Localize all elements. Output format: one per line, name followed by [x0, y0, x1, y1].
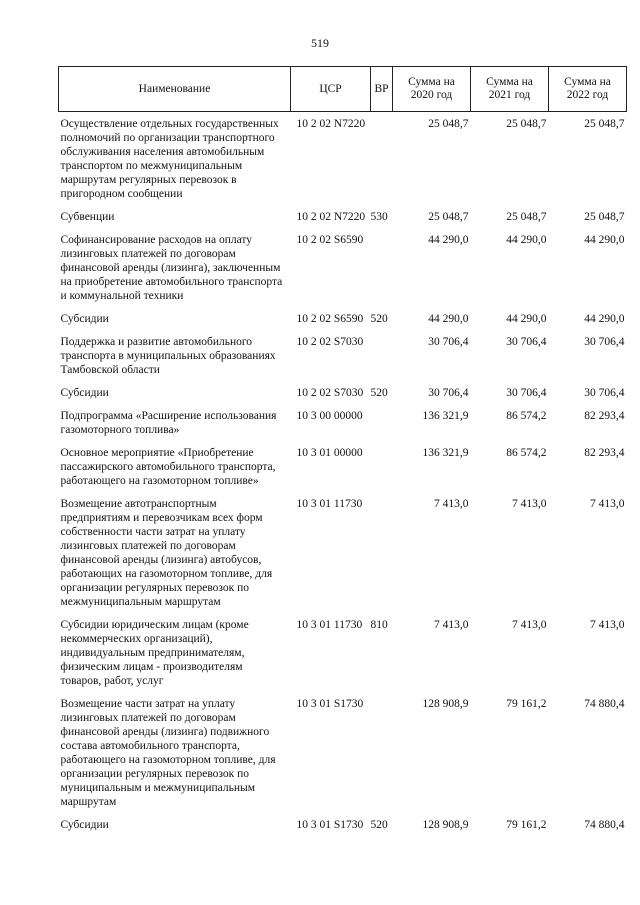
cell-vr: [371, 404, 393, 441]
cell-vr: [371, 692, 393, 813]
cell-2021: 79 161,2: [506, 819, 547, 831]
cell-2022: 74 880,4: [584, 698, 625, 710]
cell-name: Возмещение части затрат на уплату лизинговых платежей по договорам финансовой аренды (лизинга) подвижного состава автомобильного транспорта, работающего на газомоторном топливе, для организации регулярных перевозок по муниципальным и межмуниципальным маршрутам: [60, 698, 276, 808]
cell-name: Субсидии: [60, 313, 109, 325]
table-body: [59, 112, 627, 837]
cell-2020: 25 048,7: [428, 118, 469, 130]
cell-csr: 10 3 01 11730: [296, 619, 363, 631]
table-row: [59, 613, 627, 692]
cell-2021: 30 706,4: [506, 387, 547, 399]
table-row: [59, 492, 627, 613]
cell-vr: [371, 228, 393, 307]
cell-2022: 44 290,0: [584, 313, 625, 325]
cell-2021: 25 048,7: [506, 118, 547, 130]
cell-csr: 10 2 02 S7030: [296, 336, 364, 348]
cell-csr: 10 2 02 N7220: [296, 118, 366, 130]
cell-2020: 136 321,9: [422, 447, 469, 459]
table-row: [59, 307, 627, 330]
page-number: 519: [311, 36, 329, 50]
cell-csr: 10 2 02 S7030: [296, 387, 364, 399]
cell-csr: 10 2 02 N7220: [296, 211, 366, 223]
cell-2020: 44 290,0: [428, 234, 469, 246]
cell-csr: 10 2 02 S6590: [296, 234, 364, 246]
cell-2021: 7 413,0: [512, 498, 547, 510]
cell-vr: [371, 112, 393, 206]
cell-vr: 520: [370, 313, 388, 325]
cell-2022: 30 706,4: [584, 336, 625, 348]
header-2021: Сумма на 2021 год: [471, 67, 549, 112]
cell-2021: 86 574,2: [506, 410, 547, 422]
cell-csr: 10 3 01 S1730: [296, 819, 364, 831]
cell-2021: 44 290,0: [506, 234, 547, 246]
table-row: [59, 404, 627, 441]
cell-name: Поддержка и развитие автомобильного транспорта в муниципальных образованиях Тамбовской области: [60, 336, 276, 376]
cell-2020: 7 413,0: [434, 498, 469, 510]
cell-csr: 10 3 01 11730: [296, 498, 363, 510]
cell-2022: 7 413,0: [590, 498, 625, 510]
cell-vr: [371, 492, 393, 613]
header-vr: ВР: [371, 67, 393, 112]
header-name: Наименование: [59, 67, 291, 112]
cell-2022: 30 706,4: [584, 387, 625, 399]
cell-csr: 10 2 02 S6590: [296, 313, 364, 325]
table-row: [59, 813, 627, 836]
cell-name: Основное мероприятие «Приобретение пассажирского автомобильного транспорта, работающего на газомоторном топливе»: [60, 447, 276, 487]
cell-2021: 44 290,0: [506, 313, 547, 325]
cell-name: Субсидии юридическим лицам (кроме некоммерческих организаций), индивидуальным предпринимателям, физическим лицам - производителям товаров, работ, услуг: [60, 619, 249, 687]
cell-2020: 44 290,0: [428, 313, 469, 325]
cell-2022: 25 048,7: [584, 211, 625, 223]
cell-vr: 520: [370, 387, 388, 399]
cell-2020: 136 321,9: [422, 410, 469, 422]
header-2022: Сумма на 2022 год: [549, 67, 627, 112]
table-header: [59, 67, 627, 112]
cell-2022: 44 290,0: [584, 234, 625, 246]
cell-vr: 810: [370, 619, 388, 631]
cell-name: Подпрограмма «Расширение использования газомоторного топлива»: [60, 410, 277, 436]
cell-name: Осуществление отдельных государственных полномочий по организации транспортного обслуживания населения автомобильным транспортом по межмуниципальным маршрутам регулярных перевозок в пригородном сообщении: [60, 118, 279, 200]
cell-vr: 530: [370, 211, 388, 223]
cell-2022: 7 413,0: [590, 619, 625, 631]
table-row: [59, 441, 627, 492]
table-row: [59, 205, 627, 228]
table-row: [59, 381, 627, 404]
cell-2020: 30 706,4: [428, 387, 469, 399]
header-2020: Сумма на 2020 год: [393, 67, 471, 112]
cell-vr: 520: [370, 819, 388, 831]
table-row: [59, 112, 627, 206]
cell-csr: 10 3 00 00000: [296, 410, 363, 422]
cell-2022: 25 048,7: [584, 118, 625, 130]
cell-2020: 128 908,9: [422, 819, 469, 831]
cell-name: Субсидии: [60, 819, 109, 831]
cell-csr: 10 3 01 00000: [296, 447, 363, 459]
header-csr: ЦСР: [291, 67, 371, 112]
cell-2022: 82 293,4: [584, 447, 625, 459]
table-row: [59, 692, 627, 813]
cell-vr: [371, 441, 393, 492]
cell-name: Софинансирование расходов на оплату лизинговых платежей по договорам финансовой аренды (лизинга), заключенным на приобретение автомобильного транспорта и коммунальной техники: [60, 234, 283, 302]
cell-name: Субвенции: [60, 211, 115, 223]
cell-2021: 30 706,4: [506, 336, 547, 348]
cell-2022: 74 880,4: [584, 819, 625, 831]
cell-2021: 86 574,2: [506, 447, 547, 459]
cell-2020: 25 048,7: [428, 211, 469, 223]
cell-2022: 82 293,4: [584, 410, 625, 422]
cell-csr: 10 3 01 S1730: [296, 698, 364, 710]
cell-name: Возмещение автотранспортным предприятиям и перевозчикам всех форм собственности части затрат на уплату лизинговых платежей по договорам финансовой аренды (лизинга) автобусов, работающих на газомоторном топливе, для организации регулярных перевозок по межмуниципальным маршрутам: [60, 498, 273, 608]
table-row: [59, 228, 627, 307]
cell-name: Субсидии: [60, 387, 109, 399]
cell-2021: 79 161,2: [506, 698, 547, 710]
budget-table: [58, 66, 627, 836]
cell-2020: 7 413,0: [434, 619, 469, 631]
table-row: [59, 330, 627, 381]
cell-vr: [371, 330, 393, 381]
cell-2020: 30 706,4: [428, 336, 469, 348]
cell-2021: 7 413,0: [512, 619, 547, 631]
cell-2020: 128 908,9: [422, 698, 469, 710]
cell-2021: 25 048,7: [506, 211, 547, 223]
